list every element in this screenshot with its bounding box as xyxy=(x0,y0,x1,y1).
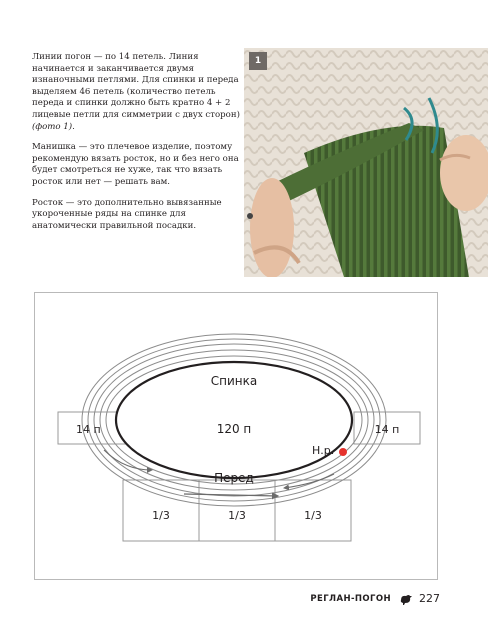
photo-number-badge: 1 xyxy=(249,52,267,70)
section-title: РЕГЛАН-ПОГОН xyxy=(310,593,391,604)
paragraph-1-text: Линии погон — по 14 петель. Линия начинается и заканчивается двумя изнаночными петлями. Для спинки и переда выделяем 46 петель (количество петель переда и спинки должно быть кратно 4 + 2 лицевые петли для симметрии с двух сторон) xyxy=(32,52,240,120)
arrow-right xyxy=(284,474,334,488)
paragraph-2: Манишка — это плечевое изделие, поэтому рекомендую вязать росток, но и без него она будет смотреться не хуже, так что вязать росток или нет — решать вам. xyxy=(32,142,239,187)
stitch-count-label: 120 п xyxy=(216,422,252,436)
paragraph-1 xyxy=(32,52,240,133)
left-box-label: 14 п xyxy=(76,423,101,436)
page-number: 227 xyxy=(419,592,440,605)
paragraph-3: Росток — это дополнительно вывязанные укороченные ряды на спинке для анатомически правильной посадки. xyxy=(32,197,222,231)
photo-reference: (фото 1). xyxy=(32,121,75,132)
text-block xyxy=(32,52,240,241)
third-label-3: 1/3 xyxy=(304,509,322,522)
page-footer xyxy=(310,592,440,605)
raglan-diagram xyxy=(34,292,438,580)
start-marker xyxy=(339,448,347,456)
knitting-photo xyxy=(244,48,488,277)
hen-icon xyxy=(399,593,413,605)
start-label: Н.р. xyxy=(312,444,335,457)
back-label: Спинка xyxy=(210,374,258,388)
front-label: Перед xyxy=(214,471,254,485)
third-label-2: 1/3 xyxy=(228,509,246,522)
knitting-photo-illustration xyxy=(244,48,488,277)
right-box-label: 14 п xyxy=(374,423,400,436)
third-label-1: 1/3 xyxy=(152,509,170,522)
